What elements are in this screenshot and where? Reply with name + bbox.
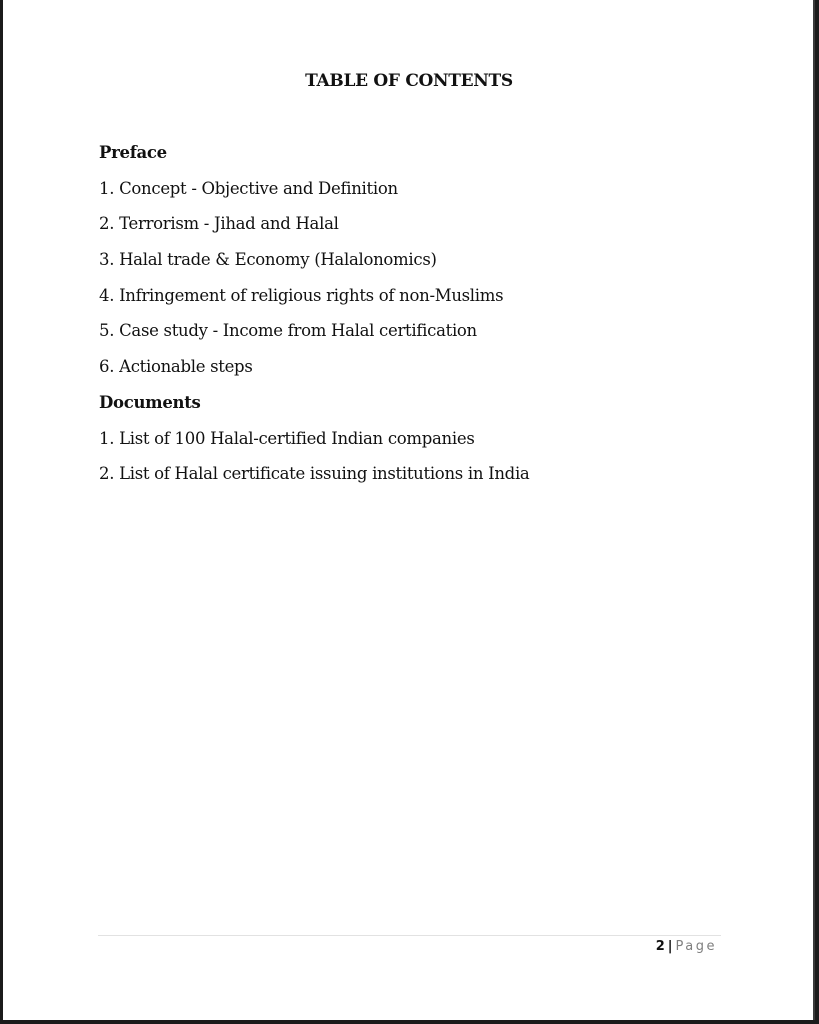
footer-divider <box>98 935 721 936</box>
page-label: Page <box>675 939 717 954</box>
toc-entry: 4. Infringement of religious rights of non-Muslims <box>99 285 504 305</box>
page-footer <box>656 939 717 954</box>
toc-entry: 2. List of Halal certificate issuing institutions in India <box>99 464 530 484</box>
toc-entry: 1. Concept - Objective and Definition <box>99 178 398 198</box>
toc-heading-preface: Preface <box>99 143 167 162</box>
page-number: 2 <box>655 939 665 954</box>
table-of-contents <box>99 140 529 497</box>
toc-entry: 1. List of 100 Halal-certified Indian companies <box>99 428 475 448</box>
page-title: TABLE OF CONTENTS <box>305 71 513 91</box>
footer-separator: | <box>667 939 673 954</box>
toc-entry: 3. Halal trade & Economy (Halalonomics) <box>99 250 437 270</box>
toc-entry: 6. Actionable steps <box>99 357 253 377</box>
toc-entry: 2. Terrorism - Jihad and Halal <box>99 214 339 234</box>
toc-heading-documents: Documents <box>99 392 201 412</box>
toc-entry: 5. Case study - Income from Halal certification <box>99 321 477 341</box>
document-page <box>3 0 813 1020</box>
